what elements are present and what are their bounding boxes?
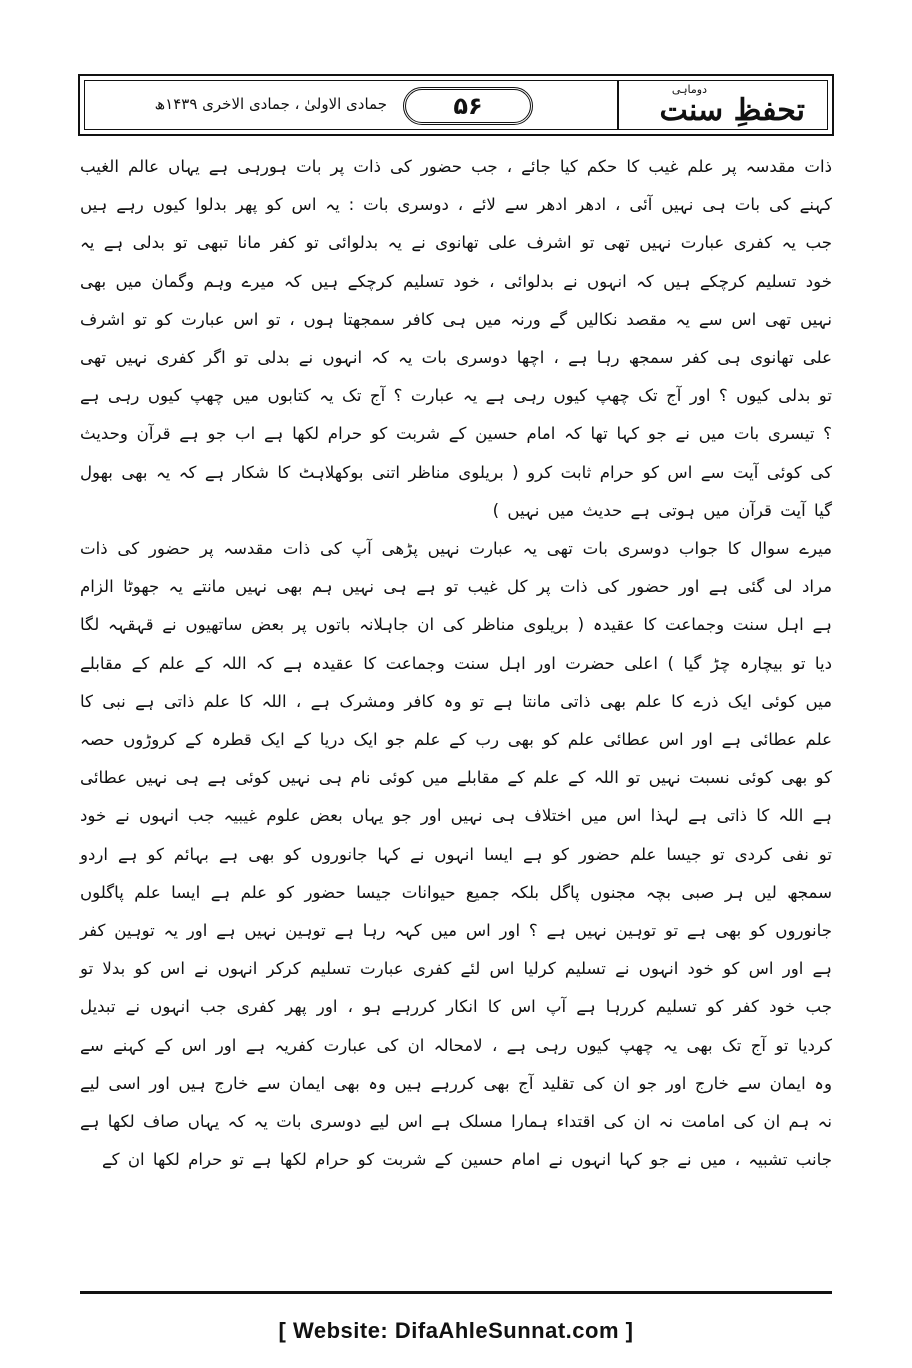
header-frame [84,80,828,130]
footer-divider [80,1291,832,1294]
paragraph-2: میرے سوال کا جواب دوسری بات تھی یہ عبارت نہیں پڑھی آپ کی ذات مقدسہ پر حضور کی ذات مراد لی گئی ہے اور حضور کی ذات پر کل غیب تو ہے ہی نہیں ہم بھی نہیں مانتے یہ جھوٹا الزام ہے اہل سنت وجماعت کا عقیدہ ( بریلوی مناظر کی ان جاہلانہ باتوں پر بعض ساتھیوں نے قہقہہ لگا دیا تو بیچارہ چڑ گیا ) اعلی حضرت اور اہل سنت وجماعت کا عقیدہ ہے کہ اللہ کے علم کے مقابلے میں کوئی ایک ذرے کا علم بھی ذاتی مانتا ہے تو وہ کافر ومشرک ہے ، اللہ کا علم ذاتی ہے نبی کا علم عطائی ہے اور اس عطائی علم کو بھی رب کے علم جو ایک دریا کے ایک قطرہ کے کروڑوں حصہ کو بھی کوئی نسبت نہیں تو اللہ کے علم کے مقابلے میں کوئی نام ہی نہیں کوئی ہے ہی نہیں عطائی ہے اللہ کا ذاتی ہے لہذا اس میں اختلاف ہی نہیں اور جو یہاں بعض علوم غیبیہ جب انہوں نے خود تو نفی کردی تو جیسا علم حضور کو ہے ایسا انہوں نے کہا جانوروں کو بھی ہے بہائم کو ہے اردو سمجھ لیں ہر صبی بچہ مجنوں پاگل بلکہ جمیع حیوانات جیسا حضور کو علم ہے ایسا علم پاگلوں جانوروں کو بھی ہے تو توہین نہیں ہے ؟ اور اس میں کہہ رہا ہے توہین نہیں ہے اور یہ توہین کفر ہے اور اس کو خود انہوں نے تسلیم کرلیا اس لئے کفری عبارت تسلیم کرکر انہوں نے اس کو بدلا تو جب خود کفر کو تسلیم کررہا ہے آپ اس کا انکار کررہے ہو ، اور پھر کفری جب انہوں نے تبدیل کردیا تو آج تک بھی یہ چھپ کیوں رہی ہے ، لامحالہ ان کی عبارت کفریہ ہے اور اس کے کہنے سے وہ ایمان سے خارج اور جو ان کی تقلید آج بھی کررہے ہیں وہ بھی ایمان سے خارج ہیں اور اسی لیے نہ ہم ان کی امامت نہ ان کی اقتداء ہمارا مسلک ہے اس لیے دوسری بات یہ کہ یہاں صاف لکھا ہے جانب تشبیہ ، میں نے جو کہا انہوں نے امام حسین کے شربت کو حرام لکھا ہے تو حرام لکھا ان کے [80,539,832,1170]
magazine-title-box [617,81,827,129]
article-body [80,148,832,1278]
page-header [78,74,834,136]
page-number: ۵۶ [403,87,533,125]
magazine-frequency: دوماہی [671,83,707,96]
website-footer: [ Website: DifaAhleSunnat.com ] [278,1318,634,1343]
paragraph-1: ذات مقدسہ پر علم غیب کا حکم کیا جائے ، جب حضور کی ذات پر بات ہورہی ہے یہاں عالم الغیب کہنے کی بات ہی نہیں آئی ، ادھر ادھر سے لائے ، دوسری بات : یہ اس کو پھر بدلوا کیوں رہے ہیں جب یہ کفری عبارت نہیں تھی تو اشرف علی تھانوی نے یہ بدلوائی تو کفر مانا تبھی تو بدلی ہے یہ خود تسلیم کرچکے ہیں کہ انہوں نے بدلوائی ، خود تسلیم کرچکے ہیں کہ میرے وہم وگمان میں بھی نہیں تھی اس سے یہ مقصد نکالیں گے ورنہ میں ہی کافر سمجھتا ہوں ، تو اس عبارت کو تو اشرف علی تھانوی ہی کفر سمجھ رہا ہے ، اچھا دوسری بات یہ کہ انہوں نے بدلی تو اگر کفری نہیں تھی تو بدلی کیوں ؟ اور آج تک چھپ کیوں رہی ہے یہ عبارت ؟ آج تک یہ کتابوں میں چھپ کیوں رہی ہے ؟ تیسری بات میں نے جو کہا تھا کہ امام حسین کے شربت کو حرام لکھا ہے اب جو ہے قرآن وحدیث کی کوئی آیت سے اس کو حرام ثابت کرو ( بریلوی مناظر اتنی بوکھلاہٹ کا شکار ہے کہ یہ بھی بھول گیا آیت قرآن میں ہوتی ہے حدیث میں نہیں ) [80,157,832,520]
magazine-name: تحفظِ سنت [659,93,805,128]
issue-date: جمادی الاولیٰ ، جمادی الاخری ۱۴۳۹ھ [154,95,387,113]
